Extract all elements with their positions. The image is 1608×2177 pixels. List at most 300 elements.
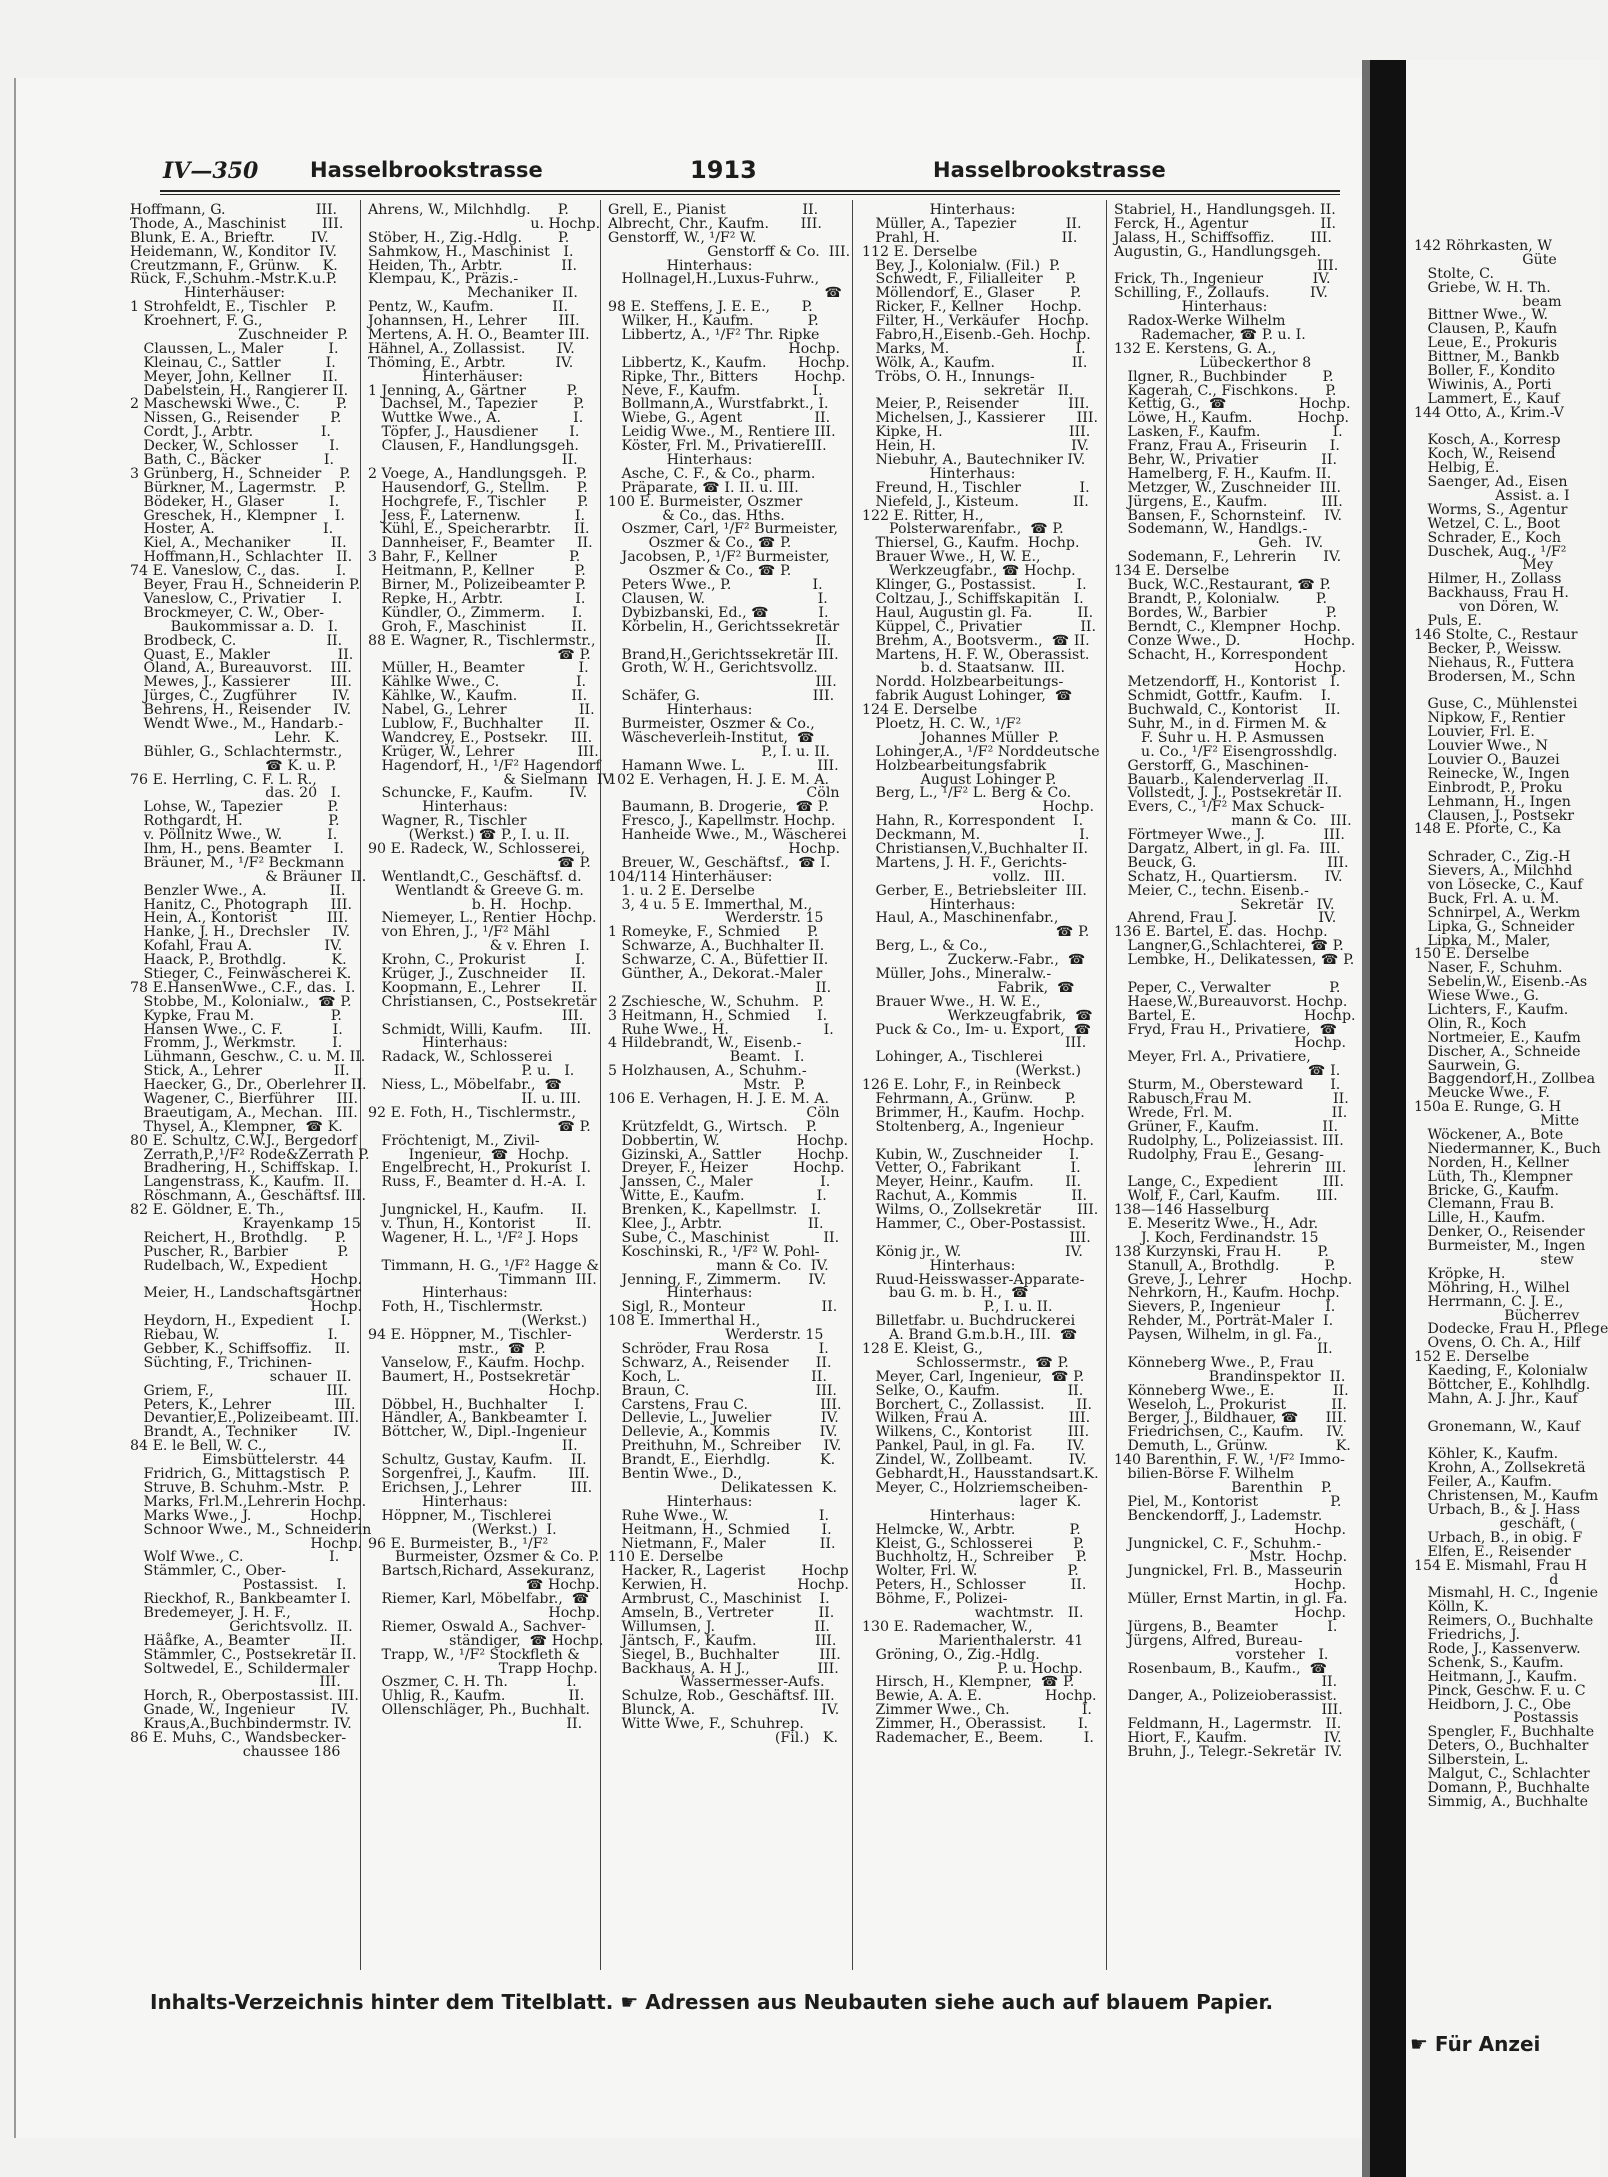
directory-entry-line: Ferck, H., Agentur II. — [1114, 215, 1337, 232]
next-page-entry-line: Backhauss, Frau H. — [1414, 585, 1569, 602]
directory-entry-line: Koch, L. II. — [608, 1368, 827, 1385]
directory-entry-line: Hinterhäuser: — [130, 285, 286, 302]
next-page-entry-line: Lüth, Th., Klempner — [1414, 1168, 1573, 1185]
directory-entry-line: 88 E. Wagner, R., Tischlermstr., — [368, 632, 596, 649]
directory-entry-line: Gröning, O., Zig.-Hdlg. — [862, 1646, 1040, 1663]
next-page-entry-line: Lipka, M., Maler, — [1414, 932, 1551, 949]
directory-entry-line: Groth, W. H., Gerichtsvollz. — [608, 660, 818, 677]
directory-entry-line: Zuschneider P. — [130, 327, 349, 344]
header-rule-thin — [160, 194, 1340, 195]
directory-entry-line: 5 Holzhausen, A., Schuhm.- — [608, 1063, 807, 1080]
next-page-entry-line: 152 E. Derselbe — [1414, 1349, 1530, 1366]
directory-entry-line: Hinterhaus: — [608, 1493, 753, 1510]
directory-entry-line: Jäntsch, F., Kaufm. III. — [608, 1632, 837, 1649]
directory-entry-line: Brandt, P., Kolonialw. P. — [1114, 590, 1328, 607]
directory-entry-line: Schilling, F., Zollaufs. IV. — [1114, 285, 1328, 302]
directory-entry-line: II. — [1114, 1674, 1338, 1691]
directory-entry-line: Engelbrecht, H., Prokurist I. — [368, 1160, 592, 1177]
next-page-entry-line: Wiese Wwe., G. — [1414, 988, 1539, 1005]
directory-entry-line: Creutzmann, F., Grünw. K. — [130, 257, 338, 274]
next-page-entry-line: Mitte — [1414, 1113, 1580, 1130]
next-page-entry-line: von Dören, W. — [1414, 599, 1560, 616]
directory-entry-line: Schulze, Rob., Geschäftsf. III. — [608, 1688, 835, 1705]
directory-entry-line: Ollenschläger, Ph., Buchhalt. — [368, 1702, 591, 1719]
directory-entry-line: Meyer, Frl. A., Privatiere, — [1114, 1049, 1311, 1066]
directory-entry-line: Nietmann, F., Maler II. — [608, 1535, 836, 1552]
next-page-entry-line: Möhring, H., Wilhel — [1414, 1279, 1570, 1296]
directory-entry-line: 132 E. Kerstens, G. A., — [1114, 340, 1277, 357]
next-page-column — [1414, 240, 1608, 1810]
directory-entry-line: Stick, A., Lehrer II. — [130, 1063, 350, 1080]
directory-entry-line: Schwarze, A., Buchhalter II. — [608, 938, 825, 955]
directory-entry-line: Breuer, W., Geschäftsf., ☎ I. — [608, 854, 831, 871]
directory-entry-line: Dybizbanski, Ed., ☎ I. — [608, 604, 829, 621]
next-page-entry-line: Baggendorf,H., Zollbea — [1414, 1071, 1596, 1088]
directory-column-1 — [130, 202, 372, 1969]
directory-entry-line: Jungnickel, C. F., Schuhm.- — [1114, 1535, 1322, 1552]
directory-entry-line: Helmcke, W., Arbtr. P. — [862, 1521, 1081, 1538]
directory-entry-line: Rothgardt, H. P. — [130, 813, 340, 830]
directory-entry-line: Krayenkamp 15 — [130, 1216, 361, 1233]
directory-entry-line: Heidemann, W., Konditor IV. — [130, 243, 338, 260]
directory-entry-line: 96 E. Burmeister, B., ¹/F² — [368, 1535, 549, 1552]
directory-entry-line: 3, 4 u. 5 E. Immerthal, M., — [608, 896, 813, 913]
column-divider — [852, 200, 853, 1970]
directory-entry-line: & Co., das. Hths. — [608, 507, 785, 524]
directory-entry-line: Bruhn, J., Telegr.-Sekretär IV. — [1114, 1743, 1343, 1760]
directory-entry-line: 106 E. Verhagen, H. J. E. M. A. — [608, 1091, 829, 1107]
next-page-entry-line: Böttcher, E., Kohlhdlg. — [1414, 1377, 1591, 1394]
next-page-footer — [1410, 2032, 1540, 2056]
directory-entry-line: P. u. I. — [368, 1063, 575, 1080]
directory-entry-line: Clausen, W. I. — [608, 590, 828, 607]
directory-entry-line: Oland, A., Bureauvorst. III. — [130, 660, 352, 677]
directory-entry-line: vollz. III. — [862, 868, 1066, 885]
directory-entry-line: Thysel, A., Klempner, ☎ K. — [130, 1118, 343, 1135]
next-page-entry-line: Silberstein, L. — [1414, 1752, 1529, 1769]
directory-entry-line: Martens, H. F. W., Oberassist. — [862, 646, 1090, 663]
directory-entry-line: Braun, C. III. — [608, 1382, 837, 1399]
directory-entry-line: Jürgens, E., Kaufm. III. — [1114, 493, 1343, 510]
directory-entry-line: Thiersel, G., Kaufm. Hochp. — [862, 535, 1080, 552]
directory-entry-line: Deckmann, M. I. — [862, 827, 1090, 844]
directory-entry-line: 138—146 Hasselburg — [1114, 1202, 1270, 1219]
directory-entry-line: Devantier,E.,Polizeibeamt. III. — [130, 1410, 360, 1427]
directory-entry-line: Amseln, B., Vertreter II. — [608, 1604, 835, 1621]
directory-entry-line: Fridrich, G., Mittagstisch P. — [130, 1466, 351, 1483]
directory-entry-line: Brimmer, H., Kaufm. Hochp. — [862, 1104, 1085, 1121]
directory-entry-line: Klee, J., Arbtr. II. — [608, 1216, 824, 1233]
directory-entry-line: 84 E. le Bell, W. C., — [130, 1438, 267, 1455]
directory-entry-line: Haese,W.,Bureauvorst. Hochp. — [1114, 993, 1348, 1010]
directory-entry-line: Erichsen, J., Lehrer III. — [368, 1479, 593, 1496]
directory-entry-line: Dellevie, L., Juwelier IV. — [608, 1410, 839, 1427]
next-page-entry-line: Buck, Frl. A. u. M. — [1414, 890, 1560, 907]
directory-entry-line: Michelsen, J., Kassierer III. — [862, 410, 1098, 427]
directory-entry-line: Groh, F., Maschinist II. — [368, 618, 587, 635]
directory-entry-line: Brenken, K., Kapellmstr. I. — [608, 1202, 821, 1219]
directory-entry-line: II. — [368, 452, 578, 469]
next-page-entry-line: Urbach, B., & J. Hass — [1414, 1502, 1581, 1519]
directory-entry-line: Riemer, Oswald A., Sachver- — [368, 1618, 586, 1635]
column-divider — [600, 200, 601, 1970]
directory-entry-line: Kühl, E., Speicherarbtr. II. — [368, 521, 590, 538]
directory-entry-line: Bentin Wwe., D., — [608, 1466, 742, 1483]
directory-entry-line: lehrerin III. — [1114, 1160, 1347, 1177]
directory-entry-line: Krüger, J., Zuschneider II. — [368, 965, 586, 982]
directory-entry-line: Küppel, C., Privatier II. — [862, 618, 1097, 635]
directory-entry-line: Oszmer & Co., ☎ P. — [608, 563, 792, 580]
directory-entry-line: u. Hochp. — [368, 215, 601, 232]
directory-entry-line: Ilgner, R., Buchbinder P. — [1114, 368, 1334, 385]
directory-entry-line: Vetter, O., Fabrikant I. — [862, 1160, 1081, 1177]
directory-entry-line: Baumert, H., Postsekretär — [368, 1368, 570, 1385]
directory-entry-line: Bradhering, H., Schiffskap. I. — [130, 1160, 359, 1177]
next-page-entry-line: Niehaus, R., Futtera — [1414, 654, 1575, 671]
next-page-entry-line: Feiler, A., Kaufm. — [1414, 1474, 1552, 1491]
directory-entry-line: Johannes Müller P. — [862, 729, 1060, 746]
directory-entry-line: 2 Zschiesche, W., Schuhm. P. — [608, 993, 824, 1010]
next-page-entry-line: Rode, J., Kassenverw. — [1414, 1640, 1581, 1657]
directory-entry-line: 126 E. Lohr, F., in Reinbeck — [862, 1077, 1061, 1094]
next-page-entry-line: Discher, A., Schneide — [1414, 1043, 1581, 1060]
directory-entry-line: Behrens, H., Reisender IV. — [130, 702, 352, 719]
directory-entry-line: 108 E. Immerthal H., — [608, 1313, 761, 1330]
directory-entry-line: Kroehnert, F. G., — [130, 313, 263, 330]
directory-entry-line: Gerichtsvollz. II. — [130, 1618, 353, 1635]
directory-entry-line: Weseloh, L., Prokurist II. — [1114, 1396, 1347, 1413]
directory-entry-line: Schuncke, F., Kaufm. IV. — [368, 785, 588, 802]
directory-entry-line: Böhme, F., Polizei- — [862, 1591, 1008, 1608]
directory-entry-line: III. — [1114, 1702, 1343, 1719]
next-page-entry-line: Sievers, A., Milchhd — [1414, 863, 1573, 880]
directory-entry-line: II. — [1114, 1341, 1333, 1358]
directory-entry-line: Fabro,H.,Eisenb.-Geh. Hochp. — [862, 327, 1091, 344]
directory-entry-line: Rachut, A., Kommis II. — [862, 1188, 1088, 1205]
directory-entry-line: Hähnel, A., Zollassist. IV. — [368, 340, 575, 357]
directory-entry-line: Hanheide Wwe., M., Wäscherei — [608, 827, 847, 844]
directory-entry-line: Fromm, J., Werkmstr. I. — [130, 1035, 343, 1052]
directory-entry-line: Kerwien, H. Hochp. — [608, 1577, 849, 1594]
directory-entry-line: Radack, W., Schlosserei — [368, 1049, 553, 1066]
next-page-entry-line: beam — [1414, 293, 1562, 310]
directory-entry-line: Buchwald, C., Kontorist II. — [1114, 702, 1341, 719]
directory-entry-line: Meyer, C., Holzriemscheiben- — [862, 1479, 1088, 1496]
directory-entry-line: Rademacher, E., Beem. I. — [862, 1729, 1094, 1746]
next-page-footer-text: Für Anzei — [1434, 2032, 1541, 2056]
directory-entry-line: bilien-Börse F. Wilhelm — [1114, 1466, 1295, 1483]
directory-entry-line: Gnade, W., Ingenieur IV. — [130, 1702, 349, 1719]
directory-column-2 — [368, 202, 615, 1969]
directory-entry-line: Koschinski, R., ¹/F² W. Pohl- — [608, 1243, 820, 1260]
directory-entry-line: Jess, F., Laternenw. I. — [368, 507, 585, 524]
directory-entry-line: Brehm, A., Bootsverm., ☎ II. — [862, 632, 1090, 649]
directory-entry-line: Schacht, H., Korrespondent — [1114, 646, 1328, 663]
directory-entry-line: Kofahl, Frau A. IV. — [130, 938, 343, 955]
directory-entry-line: Birner, M., Polizeibeamter P. — [368, 577, 587, 594]
directory-entry-line: II. — [608, 632, 832, 649]
directory-entry-line: Hoffmann,H., Schlachter II. — [130, 549, 353, 566]
directory-entry-line: 104/114 Hinterhäuser: — [608, 868, 773, 885]
directory-entry-line: 110 E. Derselbe — [608, 1549, 724, 1566]
directory-entry-line: Klinger, G., Postassist. I. — [862, 577, 1087, 594]
directory-entry-line: Haecker, G., Dr., Oberlehrer II. — [130, 1077, 367, 1094]
directory-entry-line: Haul, A., Maschinenfabr., — [862, 910, 1059, 927]
next-page-entry-line: Urbach, B., in obig. F — [1414, 1529, 1583, 1546]
directory-entry-line: Krohn, C., Prokurist I. — [368, 952, 586, 969]
directory-entry-line: Rudolphy, L., Polizeiassist. III. — [1114, 1132, 1344, 1149]
directory-entry-line: Brockmeyer, C. W., Ober- — [130, 604, 325, 621]
directory-entry-line: Schwarz, A., Reisender II. — [608, 1354, 832, 1371]
directory-entry-line: Horch, R., Oberpostassist. III. — [130, 1688, 359, 1705]
directory-entry-line: Geh. IV. — [1114, 535, 1324, 552]
directory-entry-line: Haack, P., Brothdlg. K. — [130, 952, 347, 969]
directory-entry-line: August Lohinger P. — [862, 771, 1057, 788]
directory-entry-line: Röschmann, A., Geschäftsf. III. — [130, 1188, 366, 1205]
footer-left-text: Inhalts-Verzeichnis hinter dem Titelblatt. — [150, 1990, 614, 2014]
directory-entry-line: Jürgens, Alfred, Bureau- — [1114, 1632, 1303, 1649]
directory-entry-line: Vaneslow, C., Privatier I. — [130, 590, 343, 607]
directory-entry-line: Hochp. — [608, 340, 840, 357]
directory-entry-line: II. u. III. — [368, 1091, 582, 1107]
directory-entry-line: Rudolphy, Frau E., Gesang- — [1114, 1146, 1324, 1163]
directory-entry-line: Coltzau, J., Schiffskapitän I. — [862, 590, 1084, 607]
directory-entry-line: ☎ P. — [368, 854, 591, 871]
directory-entry-line: ☎ P. — [368, 646, 591, 663]
directory-entry-line: Haul, Augustin gl. Fa. II. — [862, 604, 1094, 621]
directory-entry-line: Hamelberg, F. H., Kaufm. II. — [1114, 465, 1332, 482]
directory-entry-line: Sekretär IV. — [1114, 896, 1335, 913]
directory-entry-line: Stöber, H., Zig.-Hdlg. P. — [368, 229, 570, 246]
directory-entry-line: Kubin, W., Zuschneider I. — [862, 1146, 1080, 1163]
directory-entry-line: Hochp. — [1114, 1521, 1346, 1538]
directory-entry-line: Stanull, A., Brothdlg. P. — [1114, 1257, 1336, 1274]
directory-entry-line: Bey, J., Kolonialw. (Fil.) P. — [862, 257, 1061, 274]
directory-entry-line: Jalass, H., Schiffsoffiz. III. — [1114, 229, 1332, 246]
directory-entry-line: Puck & Co., Im- u. Export, ☎ — [862, 1021, 1092, 1038]
directory-entry-line: mstr., ☎ P. — [368, 1341, 546, 1358]
directory-entry-line: Möllendorf, E., Glaser P. — [862, 285, 1082, 302]
directory-entry-line: Krützfeldt, G., Wirtsch. P. — [608, 1118, 818, 1135]
next-page-entry-line: Helbig, E. — [1414, 460, 1500, 477]
next-page-entry-line: Lipka, G., Schneider — [1414, 918, 1575, 935]
directory-entry-line: Marks Wwe., J. Hochp. — [130, 1507, 362, 1524]
directory-entry-line: Buchholtz, H., Schreiber P. — [862, 1549, 1087, 1566]
directory-entry-line: Hinterhaus: — [368, 1285, 508, 1302]
directory-entry-line: Friedrichsen, C., Kaufm. IV. — [1114, 1424, 1345, 1441]
directory-entry-line: Werderstr. 15 — [608, 1327, 824, 1344]
directory-entry-line: J. Koch, Ferdinandstr. 15 — [1114, 1229, 1319, 1246]
directory-entry-line: Timmann III. — [368, 1271, 597, 1288]
next-page-entry-line: 144 Otto, A., Krim.-V — [1414, 404, 1564, 421]
next-page-entry-line: Schnirpel, A., Werkm — [1414, 904, 1581, 921]
directory-entry-line: Bürkner, M., Lagermstr. P. — [130, 479, 346, 496]
directory-entry-line: Lühmann, Geschw., C. u. M. II. — [130, 1049, 366, 1066]
directory-entry-line: Hochp. — [862, 1132, 1094, 1149]
directory-entry-line: Hinterhaus: — [1114, 299, 1268, 316]
directory-entry-line: Struve, B. Schuhm.-Mstr. P. — [130, 1479, 350, 1496]
directory-entry-line: Dannheiser, F., Beamter II. — [368, 535, 593, 552]
next-page-entry-line: 150a E. Runge, G. H — [1414, 1099, 1562, 1116]
directory-entry-line: Vollstedt, J. J., Postsekretär II. — [1114, 785, 1343, 802]
directory-entry-line: fabrik August Lohinger, ☎ — [862, 688, 1073, 705]
directory-entry-line: Hochp. — [130, 1299, 362, 1316]
directory-entry-line: Kleinau, C., Sattler I. — [130, 354, 336, 371]
directory-entry-line: 138 Kurzynski, Frau H. P. — [1114, 1243, 1329, 1260]
directory-entry-line: Oszmer, C. H. Th. I. — [368, 1674, 577, 1691]
directory-entry-line: ☎ P. — [862, 924, 1090, 941]
directory-entry-line: (Fil.) K. — [608, 1729, 838, 1746]
directory-entry-line: 1 Jenning, A., Gärtner P. — [368, 382, 578, 399]
directory-entry-line: Wentlandt,C., Geschäftsf. d. — [368, 868, 582, 885]
directory-entry-line: Töpfer, J., Hausdiener I. — [368, 424, 580, 441]
directory-entry-line: Bödeker, H., Glaser I. — [130, 493, 340, 510]
directory-entry-line: Hinterhaus: — [862, 465, 1016, 482]
next-page-entry-line: Koch, W., Reisend — [1414, 446, 1556, 463]
directory-entry-line: Hinterhaus: — [368, 1493, 508, 1510]
directory-entry-line: Ahrend, Frau J. IV. — [1114, 910, 1337, 927]
next-page-entry-line: Kaeding, F., Kolonialw — [1414, 1363, 1588, 1380]
directory-entry-line: Hacker, R., Lagerist Hochp — [608, 1563, 849, 1580]
next-page-entry-line: Assist. a. I — [1414, 488, 1570, 505]
directory-entry-line: Sahmkow, H., Maschinist I. — [368, 243, 574, 260]
next-page-entry-line: Nortmeier, E., Kaufm — [1414, 1029, 1581, 1046]
directory-entry-line: Puscher, R., Barbier P. — [130, 1243, 349, 1260]
next-page-entry-line: Norden, H., Kellner — [1414, 1154, 1569, 1171]
directory-entry-line: Förtmeyer Wwe., J. III. — [1114, 827, 1345, 844]
directory-entry-line: Stämmler, C., Postsekretär II. — [130, 1646, 357, 1663]
next-page-entry-line: Reinecke, W., Ingen — [1414, 765, 1570, 782]
directory-entry-line: Gerstorff, G., Maschinen- — [1114, 757, 1309, 774]
directory-entry-line: Langenstrass, K., Kaufm. II. — [130, 1174, 350, 1191]
directory-entry-line: Ripke, Thr., Bitters Hochp. — [608, 368, 846, 385]
directory-entry-line: Rudelbach, W., Expedient — [130, 1257, 328, 1274]
directory-entry-line: Greschek, H., Klempner I. — [130, 507, 345, 524]
next-page-entry-line: Heidborn, J. C., Obe — [1414, 1696, 1572, 1713]
directory-entry-line: Prahl, H. II. — [862, 229, 1078, 246]
directory-entry-line: Hinterhäuser: — [368, 368, 524, 385]
directory-entry-line: Meyer, John, Kellner II. — [130, 368, 338, 385]
directory-entry-line: & v. Ehren I. — [368, 938, 590, 955]
directory-entry-line: Albrecht, Chr., Kaufm. III. — [608, 215, 822, 232]
directory-entry-line: Meyer, Heinr., Kaufm. II. — [862, 1174, 1081, 1191]
directory-entry-line: Blunk, E. A., Brieftr. IV. — [130, 229, 329, 246]
directory-entry-line: Hagendorf, H., ¹/F² Hagendorf — [368, 757, 601, 774]
next-page-entry-line: Christensen, M., Kaufm — [1414, 1488, 1599, 1505]
directory-entry-line: P., I. u. II. — [608, 743, 831, 760]
directory-entry-line: Niess, L., Möbelfabr., ☎ — [368, 1077, 563, 1094]
directory-entry-line: Marienthalerstr. 41 — [862, 1632, 1084, 1649]
directory-entry-line: Hein, H. IV. — [862, 438, 1090, 455]
directory-entry-line: Hausendorf, G., Stellm. P. — [368, 479, 588, 496]
directory-entry-line: sekretär II. — [862, 382, 1074, 399]
directory-column-4 — [862, 204, 1100, 1969]
directory-entry-line: Wiebe, G., Agent II. — [608, 410, 831, 427]
directory-entry-line: Cöln — [608, 785, 840, 802]
directory-entry-line: (Werkst.) I. — [368, 1521, 557, 1538]
directory-entry-line: Bordes, W., Barbier P. — [1114, 604, 1337, 621]
next-page-entry-line: Wöckener, A., Bote — [1414, 1127, 1564, 1143]
directory-entry-line: 2 Voege, A., Handlungsgeh. P. — [368, 465, 588, 482]
directory-entry-line: Hollnagel,H.,Luxus-Fuhrw., — [608, 271, 820, 288]
directory-entry-line: II. — [608, 979, 832, 996]
directory-entry-line: Suhr, M., in d. Firmen M. & — [1114, 715, 1327, 732]
directory-entry-line: Demuth, L., Grünw. K. — [1114, 1438, 1351, 1455]
directory-entry-line: F. Suhr u. H. P. Asmussen — [1114, 729, 1325, 746]
directory-entry-line: Meyer, Carl, Ingenieur, ☎ P. — [862, 1368, 1085, 1385]
next-page-entry-line: Einbrodt, P., Proku — [1414, 779, 1563, 796]
next-page-entry-line: Bücherrev — [1414, 1307, 1580, 1324]
directory-entry-line: Wolf Wwe., C. I. — [130, 1549, 340, 1566]
directory-entry-line: Hochp. — [862, 799, 1094, 816]
directory-entry-line: Lasken, F., Kaufm. I. — [1114, 424, 1343, 441]
directory-entry-line: Martens, J. H. F., Gerichts- — [862, 854, 1067, 871]
directory-entry-line: Peters, K., Lehrer III. — [130, 1396, 356, 1413]
directory-entry-line: 98 E. Steffens, J. E. E., P. — [608, 299, 813, 316]
next-page-entry-line: stew — [1414, 1252, 1574, 1269]
next-page-entry-line: Clemann, Frau B. — [1414, 1196, 1555, 1213]
directory-entry-line: 124 E. Derselbe — [862, 702, 978, 719]
directory-entry-line: ☎ I. — [1114, 1063, 1341, 1080]
directory-entry-line: Hiort, F., Kaufm. IV. — [1114, 1729, 1342, 1746]
directory-entry-line: Nabel, G., Lehrer II. — [368, 702, 595, 719]
next-page-entry-line: Friedrichs, J. — [1414, 1627, 1520, 1644]
directory-entry-line: Hochp. — [1114, 1577, 1346, 1594]
directory-entry-line: Riebau, W. I. — [130, 1327, 338, 1344]
directory-entry-line: ☎ K. u. P. — [130, 757, 337, 774]
directory-entry-line: Hinterhaus: — [862, 896, 1016, 913]
directory-entry-line: Werkzeugfabr., ☎ Hochp. — [862, 563, 1076, 580]
directory-entry-line: Bühler, G., Schlachtermstr., — [130, 743, 343, 760]
directory-entry-line: mann & Co. III. — [1114, 813, 1352, 830]
directory-entry-line: Schmidt, Willi, Kaufm. III. — [368, 1021, 592, 1038]
directory-entry-line: b. H. Hochp. — [368, 896, 572, 913]
directory-entry-line: Niemeyer, L., Rentier Hochp. — [368, 910, 597, 927]
directory-entry-line: Foth, H., Tischlermstr. — [368, 1299, 544, 1316]
next-page-entry-line: Heitmann, J., Kaufm. — [1414, 1668, 1578, 1685]
next-page-entry-line: Louvier O., Bauzei — [1414, 751, 1560, 768]
directory-entry-line: Rosenbaum, B., Kaufm., ☎ — [1114, 1660, 1328, 1677]
directory-entry-line: Hammer, C., Ober-Postassist. — [862, 1216, 1087, 1233]
directory-entry-line: Eimsbüttelerstr. 44 — [130, 1452, 346, 1469]
directory-entry-line: Meier, C., techn. Eisenb.- — [1114, 882, 1309, 899]
directory-entry-line: Mstr. P. — [608, 1077, 806, 1094]
directory-entry-line: Oszmer, Carl, ¹/F² Burmeister, — [608, 521, 839, 538]
directory-entry-line: Timmann, H. G., ¹/F² Hagge & — [368, 1257, 599, 1274]
directory-entry-line: Könneberg Wwe., E. II. — [1114, 1382, 1349, 1399]
next-page-entry-line: Saenger, Ad., Eisen — [1414, 474, 1568, 491]
directory-entry-line: Postassist. I. — [130, 1577, 347, 1594]
header-rule — [160, 190, 1340, 192]
directory-entry-line: Wendt Wwe., M., Handarb.- — [130, 715, 344, 732]
directory-entry-line: Genstorff & Co. III. — [608, 243, 851, 260]
directory-entry-line: Grüner, F., Kaufm. II. — [1114, 1118, 1338, 1135]
directory-entry-line: Bath, C., Bäcker I. — [130, 452, 335, 469]
directory-entry-line: Fröchtenigt, M., Zivil- — [368, 1132, 540, 1149]
directory-entry-line: Brodbeck, C. II. — [130, 632, 343, 649]
directory-entry-line: Riemer, Karl, Möbelfabr., ☎ — [368, 1591, 590, 1608]
next-page-entry-line: Guse, C., Mühlenstei — [1414, 696, 1578, 713]
directory-entry-line: & Sielmann IV. — [368, 771, 615, 788]
directory-entry-line: Präparate, ☎ I. II. u. III. — [608, 479, 799, 496]
directory-entry-line: Willumsen, J. II. — [608, 1618, 830, 1635]
directory-entry-line: Peters, H., Schlosser II. — [862, 1577, 1087, 1594]
next-page-entry-line: Puls, E. — [1414, 613, 1482, 630]
next-page-entry-line: Clausen, J., Postsekr — [1414, 807, 1575, 824]
directory-entry-line: Ahrens, W., Milchhdlg. P. — [368, 202, 569, 218]
directory-entry-line: Böttcher, W., Dipl.-Ingenieur — [368, 1424, 587, 1441]
directory-entry-line: Werderstr. 15 — [608, 910, 824, 927]
